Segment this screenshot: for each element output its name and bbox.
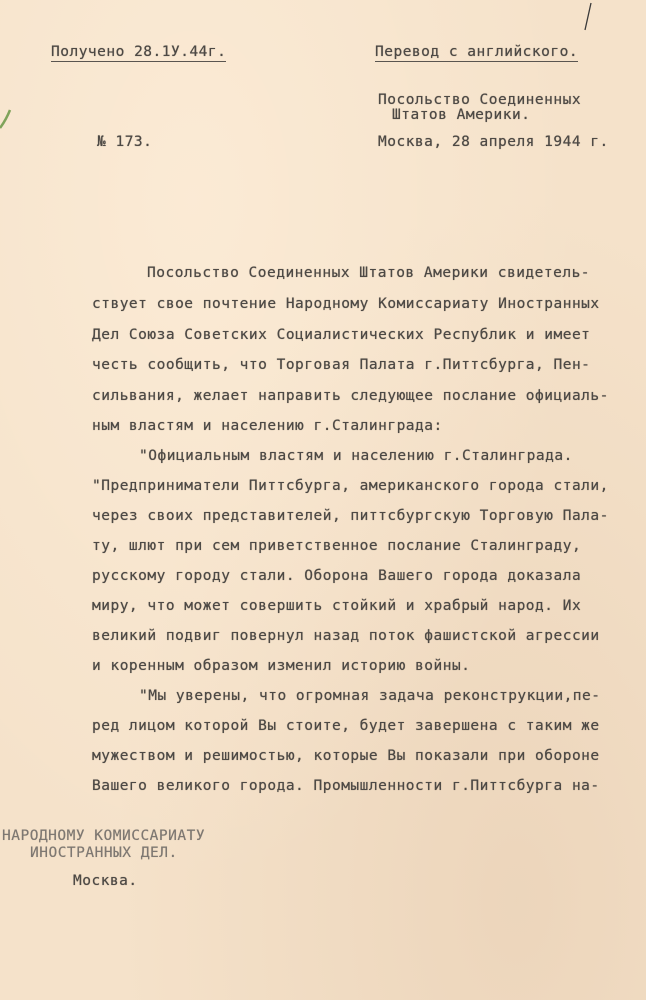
body-line: ту, шлют при сем приветственное послание Сталинграду, [92,538,582,554]
document-number: № 173. [97,134,153,150]
body-line: миру, что может совершить стойкий и храбрый народ. Их [92,598,582,614]
received-stamp: Получено 28.1У.44г. [51,44,227,60]
body-line: "Официальным властям и населению г.Сталинграда. [139,448,573,464]
body-line: ным властям и населению г.Сталинграда: [92,418,443,434]
body-line: и коренным образом изменил историю войны. [92,658,471,674]
body-line: Посольство Соединенных Штатов Америки свидетель- [147,265,591,281]
body-line: ред лицом которой Вы стоите, будет завершена с таким же [92,718,600,734]
addressee-city: Москва. [73,873,138,889]
body-line: "Мы уверены, что огромная задача реконструкции,пе- [139,688,601,704]
addressee-line-2: ИНОСТРАННЫХ ДЕЛ. [30,845,178,861]
body-line: русскому городу стали. Оборона Вашего города доказала [92,568,582,584]
body-line: Вашего великого города. Промышленности г.Питтсбурга на- [92,778,600,794]
body-line: Дел Союза Советских Социалистических Республик и имеет [92,327,591,343]
body-line: "Предприниматели Питтсбурга, американского города стали, [92,478,609,494]
place-date: Москва, 28 апреля 1944 г. [378,134,609,150]
embassy-line-2: Штатов Америки. [392,107,531,123]
body-line: мужеством и решимостью, которые Вы показали при обороне [92,748,600,764]
body-line: ствует свое почтение Народному Комиссариату Иностранных [92,296,600,312]
green-margin-mark [0,108,12,130]
pen-stroke-mark [582,2,594,32]
body-line: сильвания, желает направить следующее послание официаль- [92,388,609,404]
embassy-line-1: Посольство Соединенных [378,92,582,108]
body-line: честь сообщить, что Торговая Палата г.Питтсбурга, Пен- [92,357,591,373]
body-line: через своих представителей, питтсбургскую Торговую Пала- [92,508,609,524]
addressee-line-1: НАРОДНОМУ КОМИССАРИАТУ [2,828,206,844]
body-line: великий подвиг повернул назад поток фашистской агрессии [92,628,600,644]
translation-note: Перевод с английского. [375,44,579,60]
